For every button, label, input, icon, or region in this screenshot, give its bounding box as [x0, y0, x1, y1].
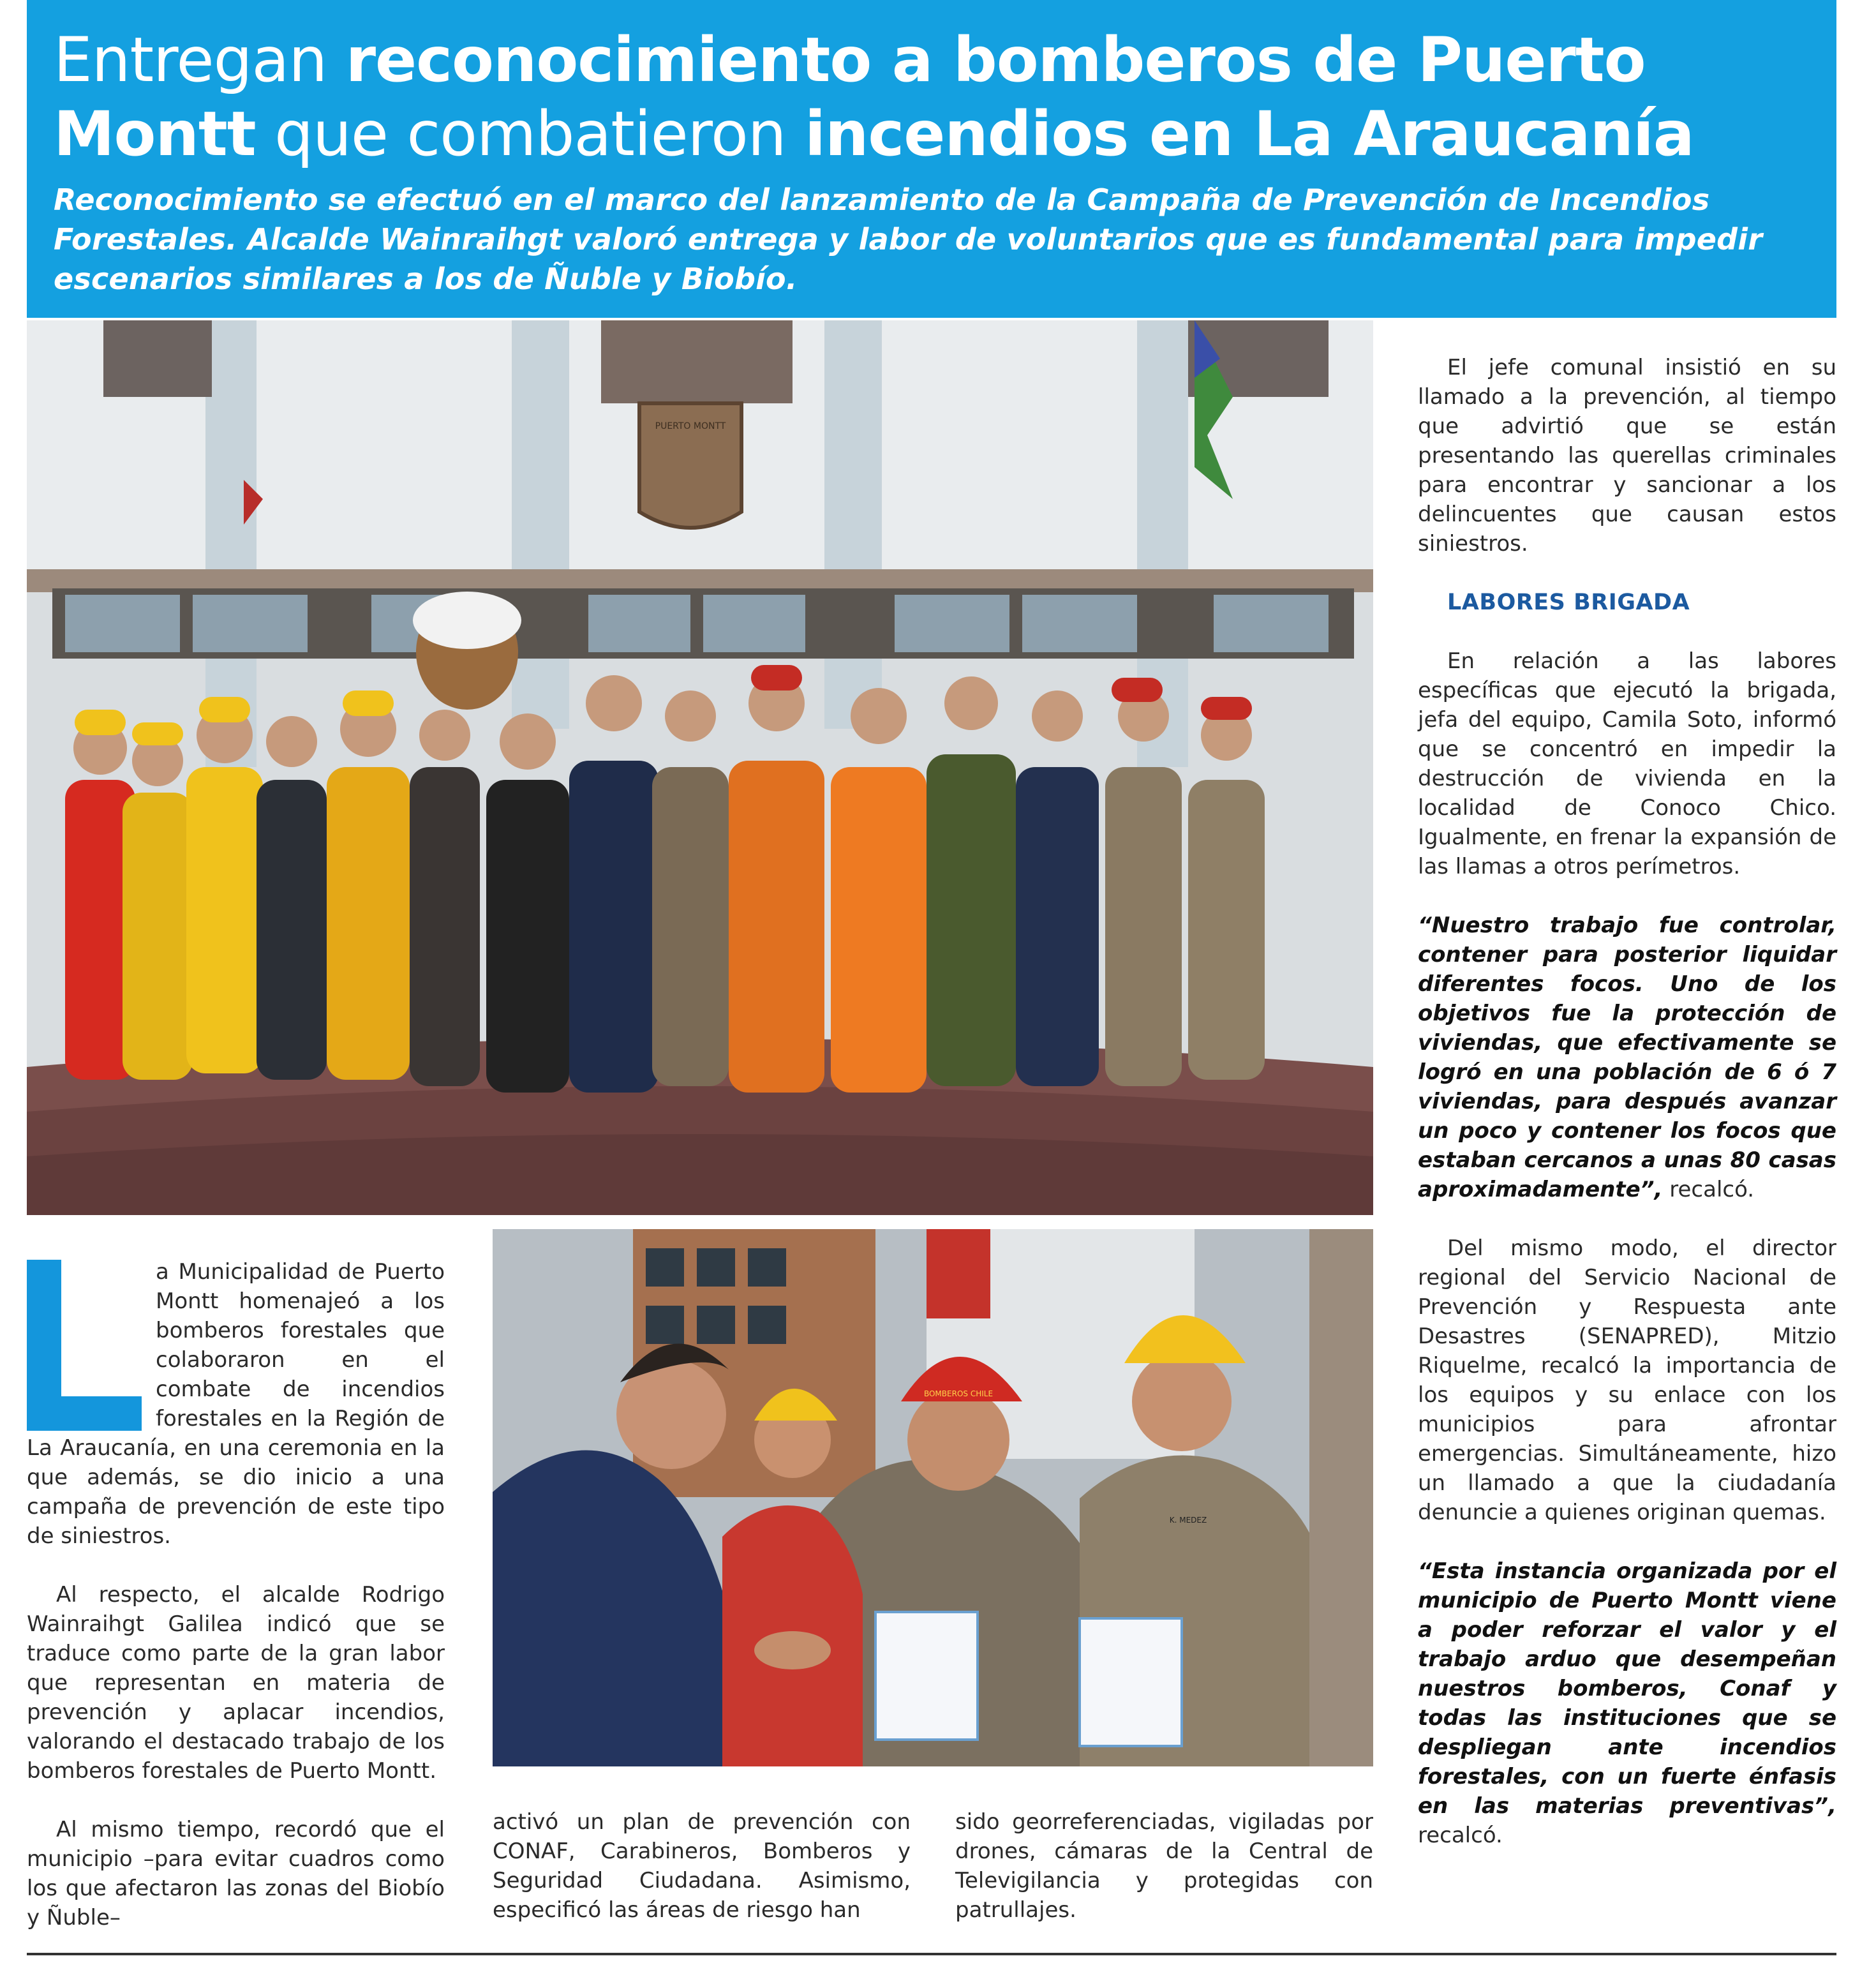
headline-part-2: reconocimiento a bomberos de Puerto Montt [54, 24, 1646, 170]
headline-part-4: incendios en La Araucanía [805, 98, 1694, 170]
shield-label: PUERTO MONTT [655, 421, 726, 431]
handshake-photo [493, 1229, 1373, 1766]
quote-2 [1418, 1556, 1836, 1850]
quote-1 [1418, 911, 1836, 1204]
column-mid-1 [493, 1807, 911, 1954]
column-right [1418, 353, 1836, 1879]
paragraph-5: sido georreferenciadas, vigiladas por drones, cámaras de la Central de Televigilancia y protegidas con patrullajes. [955, 1809, 1373, 1923]
quote-2-text: “Esta instancia organizada por el municipio de Puerto Montt viene a poder reforzar el valor y el trabajo arduo que desempeñan nuestros bomberos, Conaf y todas las instituciones que se despliegan ante incendios forestales, con un fuerte énfasis en las materias preventivas”, [1418, 1558, 1836, 1819]
headline-part-3: que combatieron [255, 98, 805, 170]
group-photo [27, 320, 1373, 1215]
header-banner [27, 0, 1836, 318]
column-mid-2 [955, 1807, 1373, 1954]
paragraph-2: Al respecto, el alcalde Rodrigo Wainraihgt Galilea indicó que se traduce como parte de la gran labor que representan en materia de prevención y aplacar incendios, valorando el destacado trabajo de los bomberos forestales de Puerto Montt. [27, 1582, 445, 1784]
helmet-label: BOMBEROS CHILE [923, 1389, 994, 1398]
paragraph-3: Al mismo tiempo, recordó que el municipio –para evitar cuadros como los que afectaron las zonas del Biobío y Ñuble– [27, 1817, 445, 1930]
subheadline: Reconocimiento se efectuó en el marco del lanzamiento de la Campaña de Prevención de Incendios Forestales. Alcalde Wainraihgt valoró entrega y labor de voluntarios que es fundamental para impedir escenarios similares a los de Ñuble y Biobío. [54, 183, 1763, 296]
headline [54, 23, 1811, 171]
paragraph-4: activó un plan de prevención con CONAF, Carabineros, Bomberos y Seguridad Ciudadana. Asimismo, especificó las áreas de riesgo han [493, 1809, 911, 1923]
headline-part-1: Entregan [54, 24, 346, 96]
section-subtitle: LABORES BRIGADA [1447, 590, 1690, 615]
paragraph-6: El jefe comunal insistió en su llamado a la prevención, al tiempo que advirtió que se están presentando las querellas criminales para encontrar y sancionar a los delincuentes que causan estos siniestros. [1418, 355, 1836, 556]
quote-1-text: “Nuestro trabajo fue controlar, contener para posterior liquidar diferentes focos. Uno de los objetivos fue la protección de viviendas, que efectivamente se logró en una población de 6 ó 7 viviendas, para después avanzar un poco y contener los focos que estaban cercanos a unas 80 casas aproximadamente”, [1418, 913, 1836, 1202]
quote-2-attribution: recalcó. [1418, 1823, 1503, 1848]
paragraph-1: a Municipalidad de Puerto Montt homenajeó a los bomberos forestales que colaboraron en el combate de incendios forestales en la Región de La Araucanía, en una ceremonia en la que además, se dio inicio a una campaña de prevención de este tipo de siniestros. [27, 1259, 445, 1549]
badge-label: K. MEDEZ [1169, 1516, 1207, 1525]
column-left [27, 1257, 445, 1962]
bottom-rule [27, 1953, 1836, 1955]
quote-1-attribution: recalcó. [1662, 1177, 1755, 1202]
paragraph-8: Del mismo modo, el director regional del Servicio Nacional de Prevención y Respuesta ante Desastres (SENAPRED), Mitzio Riquelme, recalcó la importancia de los equipos y su enlace con los municipios para afrontar emergencias. Simultáneamente, hizo un llamado a que la ciudadanía denuncie a quienes originan quemas. [1418, 1235, 1836, 1525]
paragraph-7: En relación a las labores específicas que ejecutó la brigada, jefa del equipo, Camila Soto, informó que se concentró en impedir la destrucción de vivienda en la localidad de Conoco Chico. Igualmente, en frenar la expansión de las llamas a otros perímetros. [1418, 648, 1836, 879]
